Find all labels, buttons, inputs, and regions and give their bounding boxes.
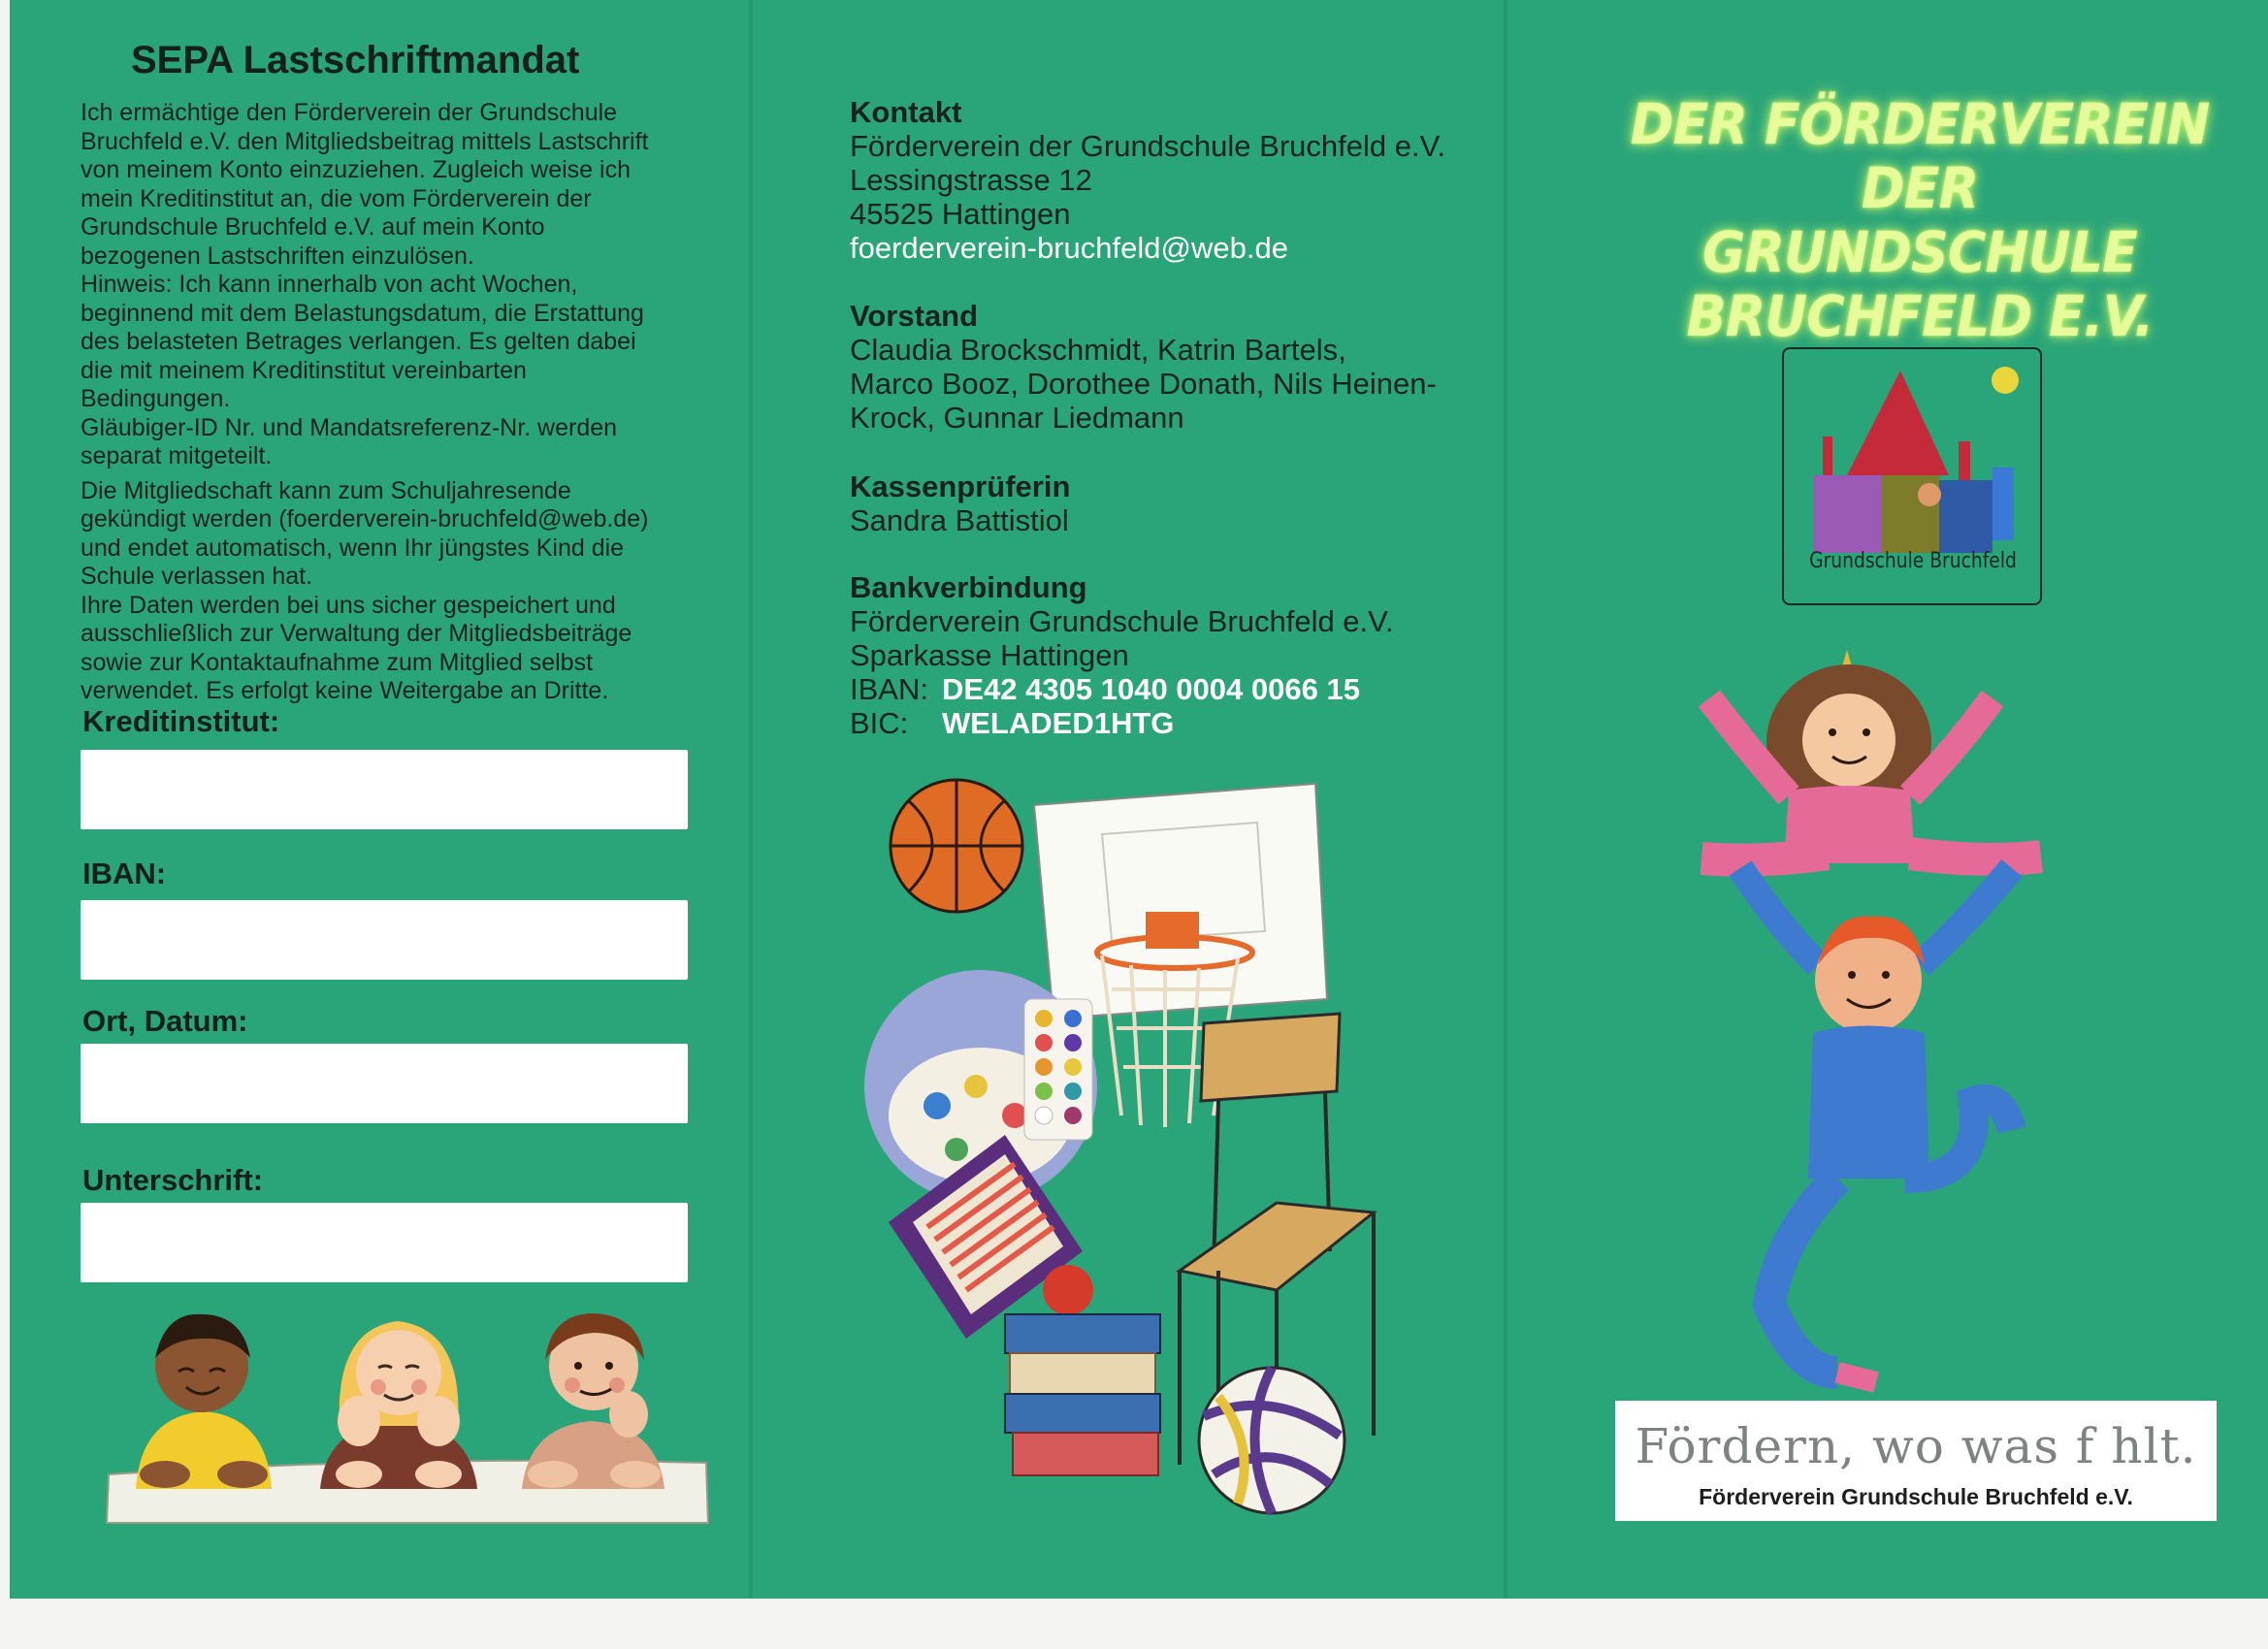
- acrobat-children-illustration: [1692, 635, 2080, 1402]
- mandate-line: Bruchfeld e.V. den Mitgliedsbeitrag mittels Lastschrift: [81, 127, 649, 155]
- tagline-box: [1615, 1401, 2217, 1521]
- mandate-line: separat mitgeteilt.: [81, 442, 273, 469]
- mandate-line: Ihre Daten werden bei uns sicher gespeichert und: [81, 591, 616, 619]
- panel-contact: [753, 0, 1504, 1599]
- contact-street: Lessingstrasse 12: [850, 163, 1092, 197]
- child-figure: [136, 1314, 272, 1489]
- bank-field[interactable]: [81, 750, 688, 829]
- bank-heading: Bankverbindung: [850, 570, 1087, 604]
- iban-field[interactable]: [81, 900, 688, 980]
- contact-heading: Kontakt: [850, 95, 962, 129]
- place-date-field[interactable]: [81, 1044, 688, 1123]
- board-heading: Vorstand: [850, 299, 979, 333]
- mandate-line: Bedingungen.: [81, 385, 231, 412]
- sepa-title: SEPA Lastschriftmandat: [131, 39, 580, 81]
- boy-figure: [1740, 868, 2012, 1382]
- signature-label: Unterschrift:: [82, 1163, 264, 1197]
- mandate-line: verwendet. Es erfolgt keine Weitergabe an Dritte.: [81, 677, 609, 704]
- bic-caption: BIC:: [850, 706, 909, 740]
- board-section: [850, 299, 1437, 435]
- mandate-line: die mit meinem Kreditinstitut vereinbarten: [81, 356, 527, 384]
- contact-email-link[interactable]: foerderverein-bruchfeld@web.de: [850, 231, 1288, 265]
- bank-section: [850, 570, 1394, 740]
- iban-label: IBAN:: [82, 857, 167, 890]
- bank-institute: Sparkasse Hattingen: [850, 638, 1129, 672]
- sepa-mandate-text: [81, 99, 740, 706]
- bank-label: Kreditinstitut:: [82, 704, 280, 738]
- girl-figure: [1701, 650, 2041, 863]
- auditor-name: Sandra Battistiol: [850, 503, 1069, 537]
- mandate-line: mein Kreditinstitut an, die vom Förderverein der: [81, 184, 592, 212]
- mandate-line: Gläubiger-ID Nr. und Mandatsreferenz-Nr. werden: [81, 413, 618, 441]
- mandate-line: des belasteten Betrages verlangen. Es gelten dabei: [81, 328, 636, 355]
- cover-headline: [1627, 92, 2214, 348]
- mandate-line: und endet automatisch, wenn Ihr jüngstes Kind die: [81, 534, 625, 562]
- contact-city: 45525 Hattingen: [850, 197, 1071, 231]
- mandate-line: beginnend mit dem Belastungsdatum, die Erstattung: [81, 299, 644, 327]
- panel-sepa: [10, 0, 749, 1599]
- tagline-sub: Förderverein Grundschule Bruchfeld e.V.: [1699, 1484, 2133, 1509]
- headline-line: GRUNDSCHULE: [1702, 219, 2137, 285]
- mandate-line: Hinweis: Ich kann innerhalb von acht Wochen,: [81, 271, 578, 298]
- contact-section: [850, 95, 1445, 265]
- auditor-section: [850, 469, 1070, 537]
- bank-holder: Förderverein Grundschule Bruchfeld e.V.: [850, 604, 1394, 638]
- mandate-line: Ich ermächtige den Förderverein der Grundschule: [81, 99, 618, 126]
- school-logo: [1782, 347, 2042, 605]
- panel-cover: [1507, 0, 2268, 1599]
- watercolor-box: [1024, 999, 1092, 1140]
- paper-edge: [0, 1599, 2268, 1649]
- auditor-heading: Kassenprüferin: [850, 469, 1071, 503]
- headline-line: BRUCHFELD E.V.: [1686, 283, 2154, 349]
- bic-row: [850, 706, 1394, 740]
- headline-line: DER FÖRDERVEREIN DER: [1630, 91, 2210, 221]
- mandate-line: bezogenen Lastschriften einzulösen.: [81, 242, 474, 270]
- basketball: [891, 780, 1022, 912]
- mandate-line: sowie zur Kontaktaufnahme zum Mitglied selbst: [81, 648, 594, 676]
- mandate-line: Schule verlassen hat.: [81, 563, 313, 590]
- tagline: Fördern, wo was f hlt.: [1635, 1418, 2197, 1474]
- child-figure: [320, 1321, 477, 1489]
- mandate-line: Die Mitgliedschaft kann zum Schuljahresende: [81, 476, 571, 504]
- mandate-line: von meinem Konto einzuziehen. Zugleich weise ich: [81, 156, 631, 183]
- volleyball: [1199, 1368, 1345, 1513]
- children-illustration: [97, 1290, 718, 1525]
- place-date-label: Ort, Datum:: [82, 1004, 248, 1038]
- mandate-line: ausschließlich zur Verwaltung der Mitgliedsbeiträge: [81, 620, 632, 647]
- book-stack: [1005, 1265, 1160, 1475]
- child-figure: [522, 1313, 664, 1489]
- board-members: Marco Booz, Dorothee Donath, Nils Heinen-: [850, 367, 1437, 401]
- contact-name: Förderverein der Grundschule Bruchfeld e.V.: [850, 129, 1446, 163]
- mandate-line: Grundschule Bruchfeld e.V. auf mein Konto: [81, 213, 545, 241]
- iban-row: [850, 672, 1394, 706]
- board-members: Krock, Gunnar Liedmann: [850, 401, 1184, 435]
- school-logo-icon: [1794, 359, 2030, 558]
- signature-field[interactable]: [81, 1203, 688, 1282]
- school-items-illustration: [830, 766, 1451, 1542]
- board-members: Claudia Brockschmidt, Katrin Bartels,: [850, 333, 1346, 367]
- iban-value: DE42 4305 1040 0004 0066 15: [942, 672, 1360, 706]
- bic-value: WELADED1HTG: [942, 706, 1175, 740]
- iban-caption: IBAN:: [850, 672, 928, 706]
- mandate-line: gekündigt werden (foerderverein-bruchfeld@web.de): [81, 505, 649, 533]
- logo-caption: Grundschule Bruchfeld: [1809, 549, 2017, 573]
